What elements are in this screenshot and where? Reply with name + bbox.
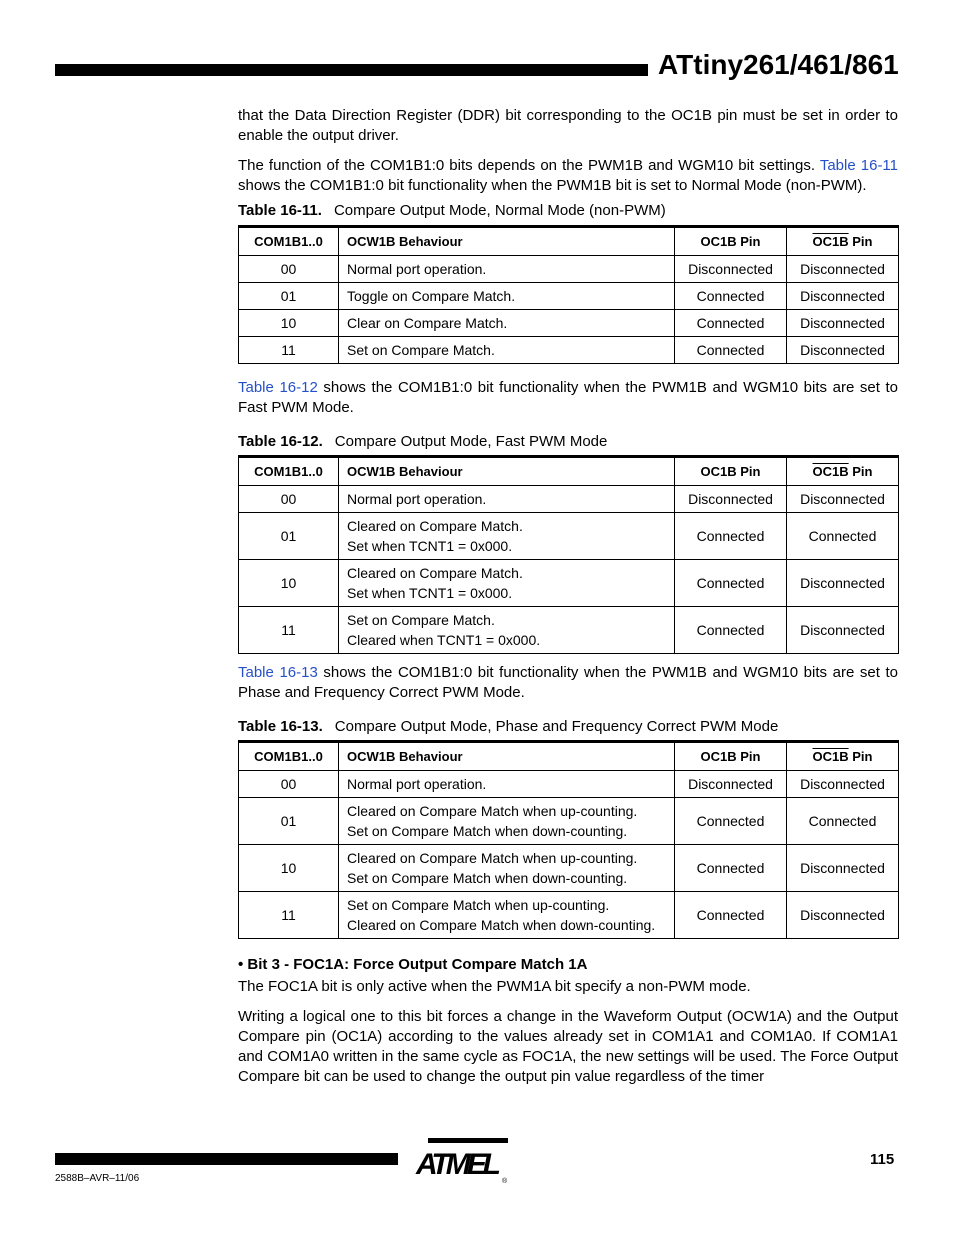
paragraph-text: shows the COM1B1:0 bit functionality when the PWM1B and WGM10 bits are set to Phase and Frequency Correct PWM Mode. [238, 664, 898, 701]
header-suffix: Pin [848, 463, 873, 479]
cell-mode-bits: 10 [239, 845, 339, 892]
compare-output-mode-table [238, 740, 899, 939]
cell-behaviour [339, 310, 675, 337]
cell-behaviour [339, 256, 675, 283]
paragraph [238, 663, 898, 703]
table-header-row [239, 227, 899, 256]
cell-oc1b-pin: Disconnected [675, 486, 787, 513]
table-container [238, 455, 898, 654]
paragraph: Writing a logical one to this bit forces a change in the Waveform Output (OCW1A) and the Output Compare pin (OC1A) according to the values already set in COM1A1 and COM1A0. If COM1A1 and COM1A0 written in the same cycle as FOC1A, the new settings will be used. The Force Output Compare bit can be used to change the output pin value regardless of the timer [238, 1008, 898, 1085]
header-suffix: Pin [848, 233, 873, 249]
table-link-16-12[interactable]: Table 16-12 [238, 379, 318, 396]
cell-mode-bits: 00 [239, 771, 339, 798]
cell-oc1b-pin: Connected [675, 798, 787, 845]
table-row [239, 337, 899, 364]
table-caption [238, 201, 898, 221]
cell-oc1b-pin: Connected [675, 560, 787, 607]
cell-mode-bits: 01 [239, 513, 339, 560]
page-title: ATtiny261/461/861 [658, 49, 899, 80]
table-row [239, 771, 899, 798]
table-row [239, 256, 899, 283]
behaviour-line: Cleared when TCNT1 = 0x000. [347, 632, 541, 648]
cell-oc1b-pin: Connected [675, 607, 787, 654]
table-row [239, 892, 899, 939]
header-oc1b-pin: OC1B Pin [675, 457, 787, 486]
cell-oc1b-inverted-pin: Disconnected [787, 486, 899, 513]
cell-oc1b-inverted-pin: Disconnected [787, 771, 899, 798]
cell-oc1b-pin: Connected [675, 283, 787, 310]
atmel-logo [410, 1134, 512, 1184]
header-com1b: COM1B1..0 [239, 457, 339, 486]
page-content [238, 106, 898, 1087]
document-code: 2588B–AVR–11/06 [55, 1173, 140, 1184]
table-container [238, 740, 898, 939]
overline-label: OC1B [812, 748, 849, 764]
behaviour-line: Set when TCNT1 = 0x000. [347, 538, 513, 554]
header-behaviour: OCW1B Behaviour [339, 227, 675, 256]
cell-oc1b-pin: Connected [675, 513, 787, 560]
header-com1b: COM1B1..0 [239, 742, 339, 771]
header-oc1b-pin: OC1B Pin [675, 227, 787, 256]
cell-behaviour [339, 607, 675, 654]
header-oc1b-inverted-pin [787, 227, 899, 256]
behaviour-line: Set on Compare Match. [347, 342, 495, 358]
cell-oc1b-pin: Connected [675, 892, 787, 939]
cell-behaviour [339, 771, 675, 798]
cell-mode-bits: 01 [239, 283, 339, 310]
cell-mode-bits: 01 [239, 798, 339, 845]
cell-mode-bits: 10 [239, 560, 339, 607]
behaviour-line: Normal port operation. [347, 776, 487, 792]
header-behaviour: OCW1B Behaviour [339, 457, 675, 486]
page-number: 115 [870, 1151, 895, 1168]
table-row [239, 283, 899, 310]
behaviour-line: Set on Compare Match when down-counting. [347, 823, 628, 839]
cell-oc1b-inverted-pin: Disconnected [787, 607, 899, 654]
behaviour-line: Normal port operation. [347, 261, 487, 277]
behaviour-line: Cleared on Compare Match. [347, 518, 523, 534]
behaviour-line: Set when TCNT1 = 0x000. [347, 585, 513, 601]
overline-label: OC1B [812, 463, 849, 479]
cell-mode-bits: 10 [239, 310, 339, 337]
cell-oc1b-inverted-pin: Disconnected [787, 337, 899, 364]
cell-oc1b-pin: Disconnected [675, 771, 787, 798]
cell-behaviour [339, 845, 675, 892]
table-caption [238, 717, 898, 737]
behaviour-line: Cleared on Compare Match when up-counting. [347, 850, 638, 866]
table-row [239, 607, 899, 654]
cell-oc1b-inverted-pin: Disconnected [787, 892, 899, 939]
paragraph-text: The function of the COM1B1:0 bits depends on the PWM1B and WGM10 bit settings. [238, 157, 820, 174]
header-oc1b-inverted-pin [787, 742, 899, 771]
paragraph: The FOC1A bit is only active when the PWM1A bit specify a non-PWM mode. [238, 978, 751, 995]
table-row [239, 798, 899, 845]
cell-mode-bits: 11 [239, 892, 339, 939]
table-row [239, 486, 899, 513]
cell-oc1b-pin: Disconnected [675, 256, 787, 283]
behaviour-line: Cleared on Compare Match when down-counting. [347, 917, 656, 933]
cell-behaviour [339, 486, 675, 513]
cell-oc1b-inverted-pin: Disconnected [787, 256, 899, 283]
cell-mode-bits: 11 [239, 337, 339, 364]
cell-oc1b-pin: Connected [675, 310, 787, 337]
header-oc1b-inverted-pin [787, 457, 899, 486]
cell-oc1b-pin: Connected [675, 845, 787, 892]
cell-oc1b-inverted-pin: Disconnected [787, 560, 899, 607]
cell-oc1b-inverted-pin: Connected [787, 513, 899, 560]
header-com1b: COM1B1..0 [239, 227, 339, 256]
behaviour-line: Cleared on Compare Match. [347, 565, 523, 581]
behaviour-line: Set on Compare Match when down-counting. [347, 870, 628, 886]
header-oc1b-pin: OC1B Pin [675, 742, 787, 771]
behaviour-line: Clear on Compare Match. [347, 315, 508, 331]
cell-behaviour [339, 337, 675, 364]
table-link-16-13[interactable]: Table 16-13 [238, 664, 318, 681]
table-title: Compare Output Mode, Normal Mode (non-PWM) [333, 202, 666, 219]
cell-behaviour [339, 892, 675, 939]
cell-oc1b-inverted-pin: Disconnected [787, 845, 899, 892]
svg-text:®: ® [502, 1178, 508, 1184]
behaviour-line: Set on Compare Match. [347, 612, 495, 628]
behaviour-line: Normal port operation. [347, 491, 487, 507]
cell-mode-bits: 00 [239, 256, 339, 283]
behaviour-line: Toggle on Compare Match. [347, 288, 516, 304]
footer-rule [55, 1153, 398, 1165]
table-number: Table 16-13. [238, 718, 323, 735]
table-row [239, 310, 899, 337]
behaviour-line: Cleared on Compare Match when up-counting. [347, 803, 638, 819]
cell-oc1b-inverted-pin: Disconnected [787, 283, 899, 310]
bit-description-heading: • Bit 3 - FOC1A: Force Output Compare Match 1A [238, 956, 588, 973]
table-number: Table 16-12. [238, 433, 323, 450]
paragraph: that the Data Direction Register (DDR) bit corresponding to the OC1B pin must be set in order to enable the output driver. [238, 107, 898, 144]
header-suffix: Pin [848, 748, 873, 764]
compare-output-mode-table [238, 225, 899, 364]
table-header-row [239, 742, 899, 771]
behaviour-line: Set on Compare Match when up-counting. [347, 897, 610, 913]
overline-label: OC1B [812, 233, 849, 249]
paragraph-text: shows the COM1B1:0 bit functionality when the PWM1B bit is set to Normal Mode (non-PWM). [238, 177, 867, 194]
cell-behaviour [339, 283, 675, 310]
cell-oc1b-inverted-pin: Connected [787, 798, 899, 845]
cell-oc1b-pin: Connected [675, 337, 787, 364]
table-row [239, 513, 899, 560]
table-title: Compare Output Mode, Fast PWM Mode [334, 433, 608, 450]
cell-mode-bits: 11 [239, 607, 339, 654]
table-header-row [239, 457, 899, 486]
compare-output-mode-table [238, 455, 899, 654]
table-number: Table 16-11. [238, 202, 322, 219]
table-caption [238, 432, 898, 452]
paragraph [238, 156, 898, 196]
cell-behaviour [339, 798, 675, 845]
cell-behaviour [339, 560, 675, 607]
table-row [239, 845, 899, 892]
header-behaviour: OCW1B Behaviour [339, 742, 675, 771]
table-container [238, 225, 898, 364]
header-rule [55, 64, 648, 76]
paragraph [238, 378, 898, 418]
table-link-16-11[interactable]: Table 16-11 [819, 157, 899, 174]
svg-text:ATMEL: ATMEL [416, 1148, 500, 1181]
table-title: Compare Output Mode, Phase and Frequency Correct PWM Mode [334, 718, 779, 735]
paragraph-text: shows the COM1B1:0 bit functionality when the PWM1B and WGM10 bits are set to Fast PWM Mode. [238, 379, 898, 416]
table-row [239, 560, 899, 607]
cell-mode-bits: 00 [239, 486, 339, 513]
cell-behaviour [339, 513, 675, 560]
cell-oc1b-inverted-pin: Disconnected [787, 310, 899, 337]
